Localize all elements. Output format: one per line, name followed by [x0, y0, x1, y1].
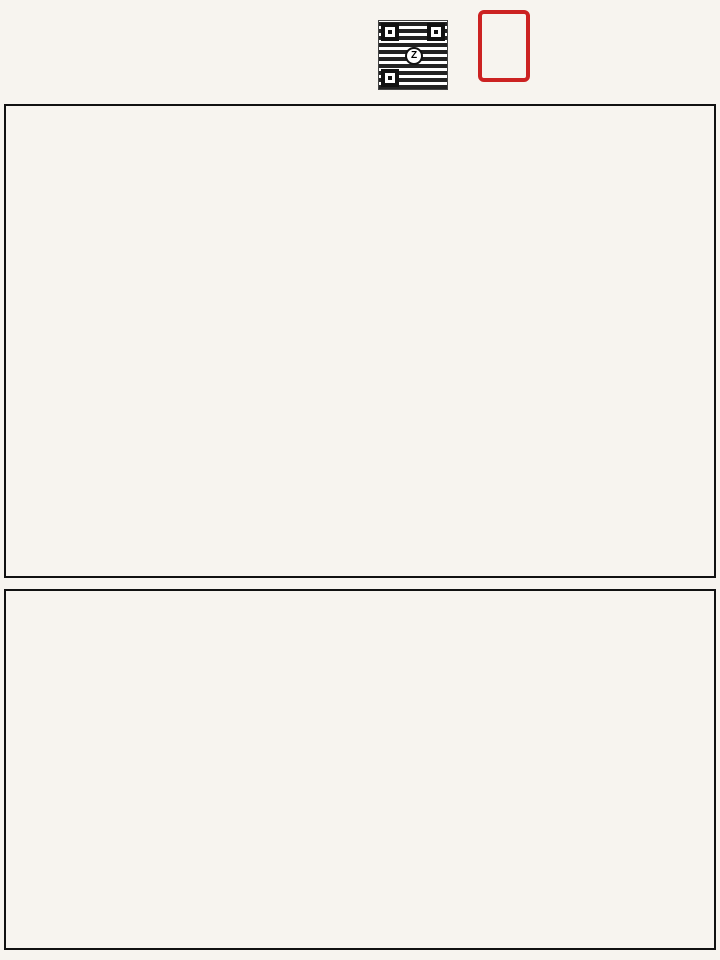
- chart-top-section: [4, 104, 716, 578]
- yearly-luck-table: [4, 589, 716, 950]
- header: [0, 0, 720, 100]
- red-seal-logo: [478, 10, 530, 82]
- qr-code-icon[interactable]: Z: [378, 20, 448, 90]
